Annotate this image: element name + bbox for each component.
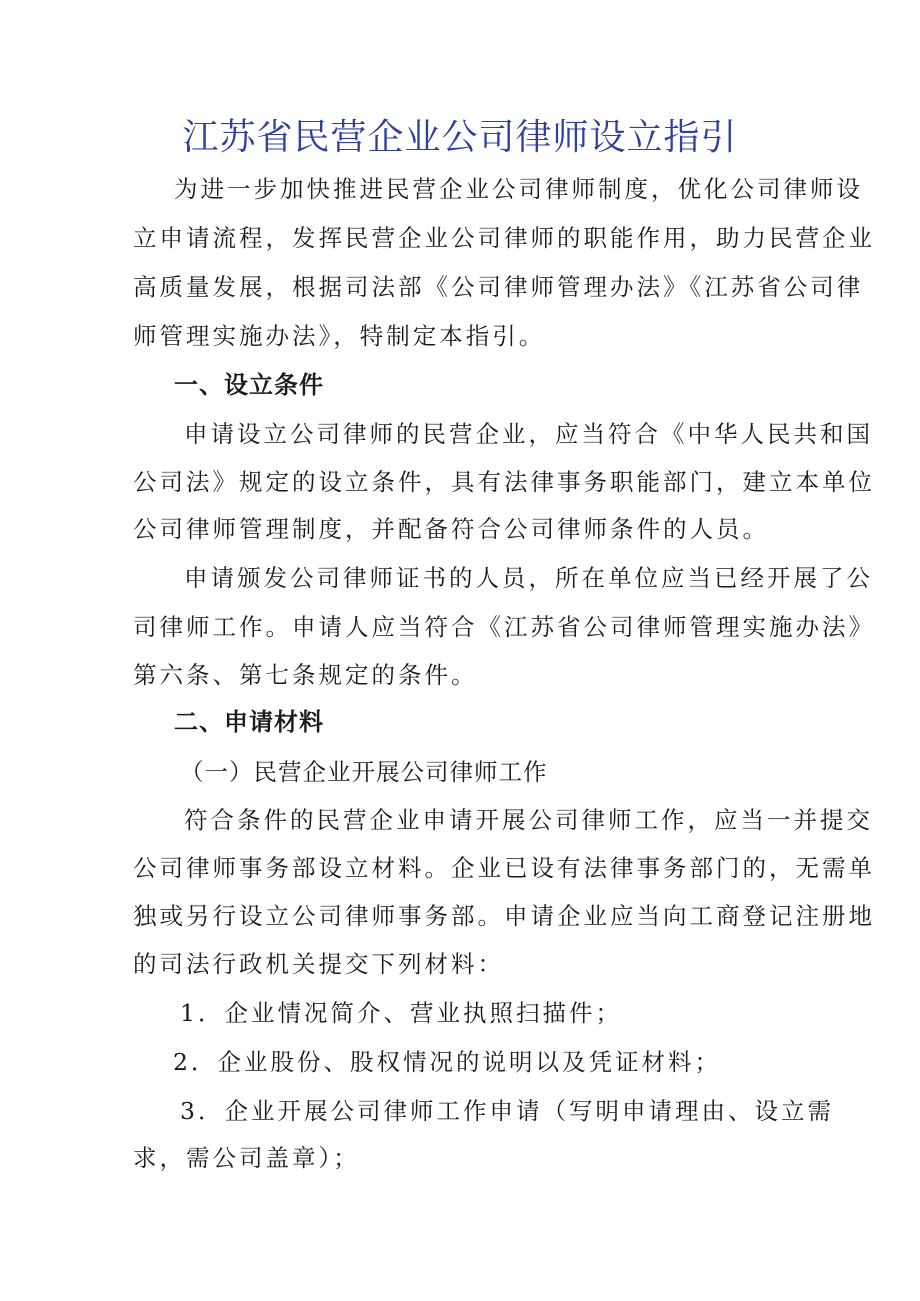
section-1-para-1-line-1: 申请设立公司律师的民营企业，应当符合《中华人民共和国 <box>184 420 873 448</box>
section-2-para-1-line-2: 公司律师事务部设立材料。企业已设有法律事务部门的，无需单 <box>133 854 875 882</box>
intro-line-4: 师管理实施办法》，特制定本指引。 <box>133 322 546 350</box>
section-1-para-1-line-2: 公司法》规定的设立条件，具有法律事务职能部门，建立本单位 <box>133 468 875 496</box>
section-2-para-1-line-1: 符合条件的民营企业申请开展公司律师工作，应当一并提交 <box>184 806 873 834</box>
list-item-3: 3．企业开展公司律师工作申请（写明申请理由、设立需 <box>180 1097 834 1125</box>
section-1-heading: 一、设立条件 <box>174 371 324 399</box>
list-item-2: 2．企业股份、股权情况的说明以及凭证材料； <box>173 1048 721 1076</box>
section-2-heading: 二、申请材料 <box>174 708 324 736</box>
list-item-1: 1．企业情况简介、营业执照扫描件； <box>180 999 622 1027</box>
section-2-subheading: （一）民营企业开展公司律师工作 <box>180 758 548 786</box>
section-1-para-1-line-3: 公司律师管理制度，并配备符合公司律师条件的人员。 <box>133 515 769 543</box>
intro-line-2: 立申请流程，发挥民营企业公司律师的职能作用，助力民营企业 <box>133 224 875 252</box>
document-title: 江苏省民营企业公司律师设立指引 <box>182 117 738 158</box>
intro-line-1: 为进一步加快推进民营企业公司律师制度，优化公司律师设 <box>174 175 863 203</box>
section-1-para-2-line-2: 司律师工作。申请人应当符合《江苏省公司律师管理实施办法》 <box>133 613 875 641</box>
section-1-para-2-line-3: 第六条、第七条规定的条件。 <box>133 661 478 689</box>
section-2-para-1-line-3: 独或另行设立公司律师事务部。申请企业应当向工商登记注册地 <box>133 902 875 930</box>
section-1-para-2-line-1: 申请颁发公司律师证书的人员，所在单位应当已经开展了公 <box>184 564 873 592</box>
list-item-3-continued: 求，需公司盖章）； <box>133 1144 360 1172</box>
section-2-para-1-line-4: 的司法行政机关提交下列材料： <box>133 950 504 978</box>
intro-line-3: 高质量发展，根据司法部《公司律师管理办法》《江苏省公司律 <box>133 273 864 301</box>
